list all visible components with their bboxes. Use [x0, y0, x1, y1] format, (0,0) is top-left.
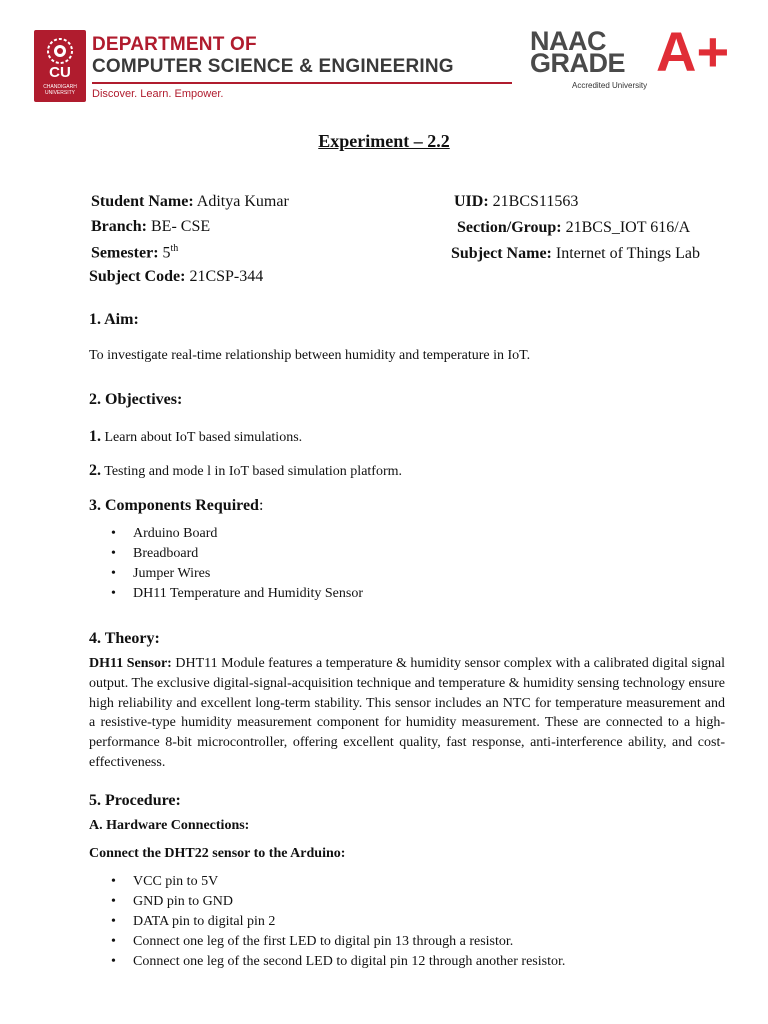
student-name-value: Aditya Kumar [196, 193, 289, 210]
department-header [32, 20, 734, 108]
uid-value: 21BCS11563 [492, 193, 579, 210]
naac-text: NAAC [530, 26, 606, 56]
semester-value: 5 [162, 244, 171, 262]
list-item: • VCC pin to 5V [111, 872, 565, 892]
naac-badge [530, 20, 730, 104]
components-heading [89, 497, 263, 515]
branch-row [91, 218, 210, 236]
university-logo [34, 30, 86, 102]
branch-value: BE- CSE [151, 218, 211, 235]
procedure-connect-label: Connect the DHT22 sensor to the Arduino: [89, 846, 346, 861]
components-heading-text: 3. Components Required [89, 497, 259, 514]
department-title-line1: DEPARTMENT OF [92, 34, 257, 55]
components-list [111, 524, 363, 604]
objective-text: Learn about IoT based simulations. [104, 430, 303, 445]
objective-item [89, 462, 402, 480]
subject-name-label: Subject Name: [451, 245, 552, 262]
procedure-subheading: A. Hardware Connections: [89, 818, 250, 833]
list-item: • Connect one leg of the first LED to digital pin 13 through a resistor. [111, 932, 565, 952]
semester-suffix: th [170, 243, 179, 254]
theory-heading: 4. Theory: [89, 630, 160, 647]
objective-number: 2. [89, 462, 101, 479]
subject-name-value: Internet of Things Lab [555, 245, 700, 262]
experiment-title: Experiment – 2.2 [318, 131, 450, 151]
aim-heading: 1. Aim: [89, 311, 139, 328]
components-heading-colon: : [258, 497, 264, 514]
list-item: • Arduino Board [111, 524, 363, 544]
list-item: • DATA pin to digital pin 2 [111, 912, 565, 932]
naac-grade-text: GRADE [530, 48, 626, 78]
subject-code-row [89, 268, 263, 286]
student-name-row [91, 193, 289, 211]
subject-code-value: 21CSP-344 [189, 268, 264, 285]
list-item: • GND pin to GND [111, 892, 565, 912]
naac-accredited-text: Accredited University [572, 81, 648, 90]
department-title-line2: COMPUTER SCIENCE & ENGINEERING [92, 56, 454, 77]
subject-code-label: Subject Code: [89, 268, 186, 285]
header-divider [92, 82, 512, 84]
logo-university-text: CHANDIGARH UNIVERSITY [43, 84, 77, 96]
subject-name-row [451, 245, 700, 263]
objective-text: Testing and mode l in IoT based simulation platform. [104, 464, 403, 479]
theory-text: DHT11 Module features a temperature & humidity sensor complex with a calibrated digital signal output. The exclusive digital-signal-acquisition technique and temperature & humidity sensing technology ensure high reliability and excellent long-term stability. This sensor includes an NTC for temperature measurement and a resistive-type humidity measurement component for humidity measurement. These are connected to a high-performance 8-bit microcontroller, offering excellent quality, fast response, anti-interference ability, and cost-effectiveness. [89, 656, 725, 770]
theory-label: DH11 Sensor: [89, 656, 172, 671]
department-tagline: Discover. Learn. Empower. [92, 88, 224, 100]
naac-grade-value: A+ [656, 20, 730, 83]
student-name-label: Student Name: [91, 193, 194, 210]
section-row [457, 219, 690, 237]
emblem-icon [43, 36, 77, 66]
semester-label: Semester: [91, 244, 159, 262]
theory-paragraph [89, 654, 725, 773]
section-label: Section/Group: [457, 219, 562, 236]
aim-text: To investigate real-time relationship between humidity and temperature in IoT. [89, 348, 531, 363]
objective-number: 1. [89, 428, 101, 445]
procedure-list [111, 872, 565, 972]
section-value: 21BCS_IOT 616/A [565, 219, 691, 236]
procedure-heading: 5. Procedure: [89, 792, 181, 809]
list-item: • DH11 Temperature and Humidity Sensor [111, 584, 363, 604]
objectives-heading: 2. Objectives: [89, 391, 183, 408]
uid-label: UID: [454, 193, 489, 210]
logo-cu-text: CU [49, 64, 71, 81]
list-item: • Jumper Wires [111, 564, 363, 584]
semester-row [91, 243, 178, 262]
uid-row [454, 193, 578, 211]
list-item: • Breadboard [111, 544, 363, 564]
branch-label: Branch: [91, 218, 147, 235]
objective-item [89, 428, 302, 446]
list-item: • Connect one leg of the second LED to digital pin 12 through another resistor. [111, 952, 565, 972]
